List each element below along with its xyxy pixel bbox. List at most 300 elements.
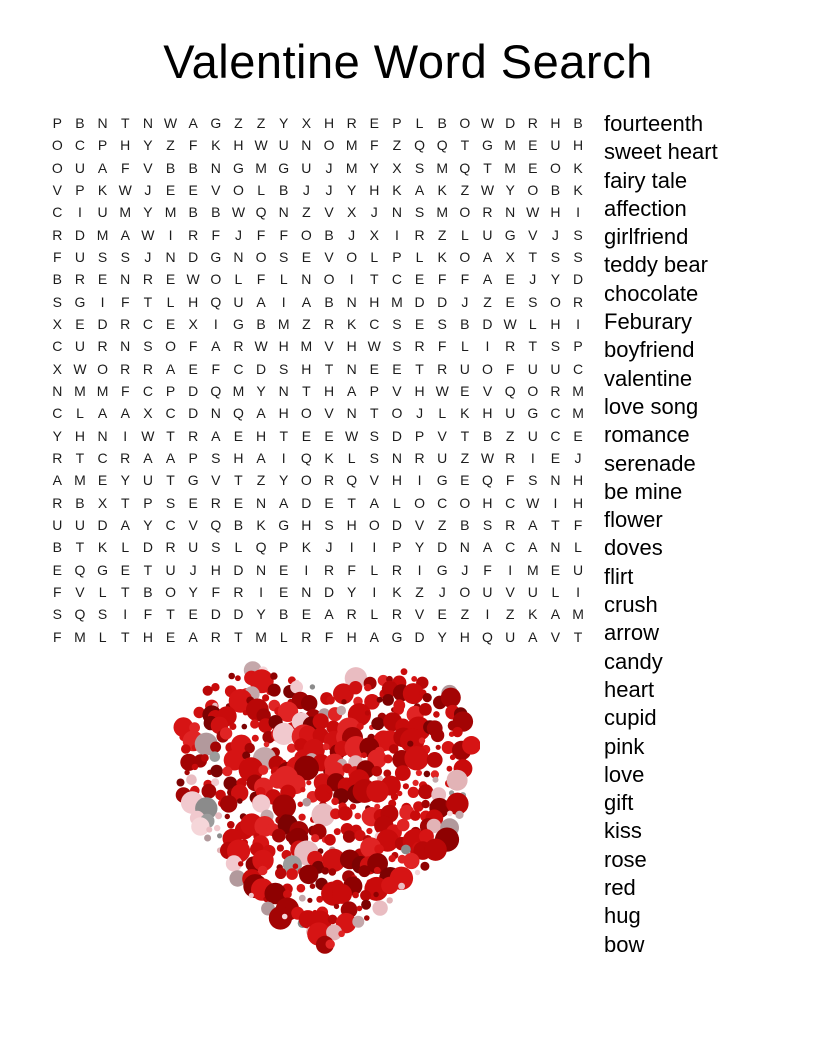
- word-list-item: hug: [604, 903, 641, 929]
- heart-dot: [275, 868, 286, 879]
- grid-letter: H: [572, 472, 584, 489]
- grid-letter: I: [304, 561, 309, 578]
- grid-letter: J: [551, 226, 559, 243]
- word-list-item: fourteenth: [604, 111, 704, 136]
- word-list-item: teddy bear: [604, 252, 708, 278]
- grid-letter: Z: [256, 472, 266, 489]
- grid-letter: V: [369, 472, 379, 489]
- grid-letter: G: [527, 405, 539, 422]
- grid-letter: N: [391, 204, 402, 221]
- grid-letter: X: [143, 405, 153, 422]
- grid-letter: S: [437, 316, 447, 333]
- heart-dot: [242, 724, 248, 730]
- heart-dot: [273, 723, 295, 745]
- grid-letter: I: [123, 606, 128, 623]
- heart-dot: [352, 916, 364, 928]
- grid-letter: N: [142, 115, 153, 132]
- grid-letter: Z: [392, 137, 402, 154]
- grid-letter: Z: [437, 517, 447, 534]
- grid-letter: R: [414, 450, 425, 467]
- grid-letter: P: [143, 494, 153, 511]
- grid-letter: F: [188, 137, 198, 154]
- grid-letter: D: [414, 293, 425, 310]
- grid-letter: L: [460, 226, 469, 243]
- grid-letter: N: [278, 204, 289, 221]
- word-list-item: pink: [604, 733, 645, 759]
- grid-letter: R: [414, 338, 425, 355]
- grid-letter: B: [437, 115, 447, 132]
- grid-letter: B: [482, 427, 493, 444]
- grid-letter: S: [414, 204, 425, 221]
- grid-letter: W: [435, 383, 449, 400]
- heart-dot: [204, 835, 211, 842]
- grid-letter: F: [211, 226, 221, 243]
- grid-letter: C: [550, 405, 561, 422]
- grid-letter: T: [302, 383, 311, 400]
- grid-letter: U: [527, 584, 538, 601]
- grid-letter: W: [254, 137, 268, 154]
- grid-letter: K: [437, 249, 447, 266]
- grid-letter: R: [52, 226, 63, 243]
- grid-letter: Z: [460, 182, 470, 199]
- heart-dot: [258, 765, 268, 775]
- word-list-item: be mine: [604, 478, 683, 504]
- grid-letter: Q: [459, 159, 471, 176]
- heart-dot: [372, 766, 383, 777]
- heart-dot: [432, 686, 437, 691]
- grid-letter: D: [142, 539, 153, 556]
- grid-letter: H: [414, 383, 425, 400]
- grid-letter: W: [141, 226, 155, 243]
- grid-letter: D: [233, 606, 244, 623]
- grid-letter: Z: [460, 606, 470, 623]
- grid-letter: Y: [279, 472, 289, 489]
- grid-letter: L: [121, 539, 130, 556]
- grid-letter: C: [74, 137, 86, 154]
- grid-letter: H: [323, 115, 335, 132]
- heart-dot: [391, 793, 398, 800]
- word-list-item: candy: [604, 648, 663, 674]
- grid-letter: J: [144, 249, 152, 266]
- grid-letter: B: [279, 182, 289, 199]
- heart-dot: [220, 795, 237, 812]
- grid-letter: E: [301, 606, 312, 623]
- grid-letter: K: [437, 182, 447, 199]
- heart-dot: [329, 868, 337, 876]
- grid-letter: Q: [346, 472, 358, 489]
- grid-letter: T: [143, 561, 153, 578]
- heart-dot: [411, 676, 417, 682]
- grid-letter: W: [231, 204, 246, 221]
- grid-letter: Y: [256, 606, 266, 623]
- grid-letter: X: [52, 360, 62, 377]
- grid-letter: A: [120, 405, 130, 422]
- grid-letter: A: [256, 450, 266, 467]
- grid-letter: Z: [166, 137, 175, 154]
- grid-letter: T: [234, 472, 243, 489]
- grid-letter: G: [74, 293, 86, 310]
- heart-dot: [270, 672, 277, 679]
- word-list-item: red: [604, 875, 636, 901]
- grid-letter: E: [233, 494, 244, 511]
- grid-letter: U: [482, 584, 493, 601]
- grid-letter: C: [505, 539, 516, 556]
- grid-letter: E: [550, 450, 561, 467]
- grid-letter: D: [256, 360, 267, 377]
- grid-letter: P: [279, 539, 289, 556]
- grid-letter: B: [52, 539, 62, 556]
- grid-letter: O: [300, 226, 312, 243]
- grid-letter: M: [391, 293, 403, 310]
- grid-letter: M: [504, 159, 516, 176]
- grid-letter: W: [186, 271, 200, 288]
- grid-letter: F: [347, 561, 356, 578]
- heart-dot: [410, 810, 421, 821]
- grid-letter: U: [74, 159, 86, 176]
- grid-letter: U: [459, 360, 470, 377]
- grid-letter: S: [97, 606, 108, 623]
- grid-letter: H: [256, 427, 267, 444]
- grid-letter: H: [346, 628, 357, 645]
- grid-letter: Y: [505, 182, 515, 199]
- grid-letter: F: [120, 383, 130, 400]
- heart-dot: [331, 798, 339, 806]
- grid-letter: R: [165, 539, 176, 556]
- grid-letter: M: [300, 338, 313, 355]
- grid-letter: L: [393, 494, 401, 511]
- heart-dot: [343, 830, 355, 842]
- grid-letter: F: [256, 226, 266, 243]
- grid-letter: B: [573, 115, 583, 132]
- heart-dot: [373, 892, 378, 897]
- grid-letter: V: [482, 383, 493, 400]
- grid-letter: D: [323, 584, 335, 601]
- heart-dots-image: [170, 653, 480, 968]
- grid-letter: R: [505, 338, 516, 355]
- heart-dot: [311, 834, 319, 842]
- grid-letter: P: [75, 182, 85, 199]
- grid-letter: F: [573, 517, 583, 534]
- grid-letter: W: [118, 182, 132, 199]
- grid-letter: A: [256, 293, 266, 310]
- grid-letter: Z: [415, 584, 424, 601]
- grid-letter: W: [254, 338, 268, 355]
- grid-letter: H: [301, 517, 312, 534]
- heart-dot: [299, 865, 318, 884]
- grid-letter: I: [576, 204, 580, 221]
- grid-letter: X: [346, 204, 357, 221]
- grid-letter: M: [572, 383, 584, 400]
- word-list-item: rose: [604, 846, 647, 872]
- grid-letter: N: [346, 405, 357, 422]
- grid-letter: A: [52, 472, 62, 489]
- grid-letter: N: [278, 383, 289, 400]
- grid-letter: T: [347, 494, 356, 511]
- grid-letter: O: [549, 293, 561, 310]
- heart-dot: [215, 812, 222, 819]
- grid-letter: Y: [143, 517, 153, 534]
- grid-letter: H: [572, 494, 584, 511]
- grid-letter: I: [417, 472, 422, 489]
- grid-letter: E: [233, 427, 244, 444]
- grid-letter: L: [551, 584, 560, 601]
- grid-letter: G: [210, 115, 222, 132]
- grid-letter: S: [550, 249, 561, 266]
- heart-dot: [389, 855, 396, 862]
- grid-letter: R: [120, 450, 131, 467]
- grid-letter: C: [369, 316, 380, 333]
- grid-letter: J: [325, 539, 333, 556]
- grid-letter: C: [52, 204, 63, 221]
- grid-letter: G: [436, 472, 448, 489]
- grid-letter: V: [211, 182, 221, 199]
- heart-dot: [424, 839, 446, 861]
- grid-letter: T: [234, 628, 243, 645]
- grid-letter: O: [527, 182, 539, 199]
- heart-dot: [452, 727, 462, 737]
- grid-letter: H: [572, 137, 584, 154]
- grid-letter: H: [346, 338, 357, 355]
- grid-letter: B: [52, 271, 62, 288]
- heart-dot: [338, 931, 345, 938]
- grid-letter: E: [52, 561, 62, 578]
- grid-letter: Z: [256, 115, 266, 132]
- grid-letter: R: [437, 360, 448, 377]
- grid-letter: C: [165, 517, 176, 534]
- grid-letter: O: [459, 204, 471, 221]
- grid-letter: Y: [369, 159, 379, 176]
- grid-letter: A: [211, 338, 221, 355]
- grid-letter: N: [505, 204, 516, 221]
- grid-letter: P: [369, 383, 379, 400]
- grid-letter: V: [324, 405, 334, 422]
- grid-letter: J: [416, 405, 424, 422]
- grid-letter: Q: [482, 472, 493, 489]
- grid-letter: S: [528, 293, 538, 310]
- grid-letter: M: [96, 226, 109, 243]
- grid-letter: Q: [74, 606, 86, 623]
- heart-dot: [338, 806, 353, 821]
- grid-letter: I: [100, 293, 105, 310]
- grid-letter: H: [346, 517, 357, 534]
- grid-letter: E: [414, 316, 425, 333]
- grid-letter: S: [528, 472, 538, 489]
- grid-letter: C: [550, 427, 561, 444]
- heart-dot: [229, 723, 236, 730]
- grid-letter: G: [97, 561, 109, 578]
- grid-letter: B: [75, 115, 85, 132]
- grid-letter: E: [97, 472, 108, 489]
- grid-letter: E: [165, 271, 176, 288]
- grid-letter: K: [211, 137, 221, 154]
- grid-letter: E: [301, 249, 312, 266]
- grid-letter: L: [347, 450, 356, 467]
- grid-letter: V: [414, 517, 425, 534]
- grid-letter: T: [143, 293, 153, 310]
- grid-letter: I: [281, 450, 286, 467]
- grid-letter: Q: [210, 517, 222, 534]
- grid-letter: O: [233, 182, 244, 199]
- grid-letter: C: [142, 383, 153, 400]
- heart-dot: [403, 783, 409, 789]
- grid-letter: T: [324, 360, 334, 377]
- grid-letter: U: [572, 561, 584, 578]
- grid-letter: A: [482, 249, 493, 266]
- heart-dot: [217, 833, 222, 838]
- grid-letter: O: [368, 517, 380, 534]
- grid-letter: S: [324, 517, 334, 534]
- grid-letter: U: [74, 249, 86, 266]
- heart-dot: [360, 890, 371, 901]
- heart-dot: [250, 719, 259, 728]
- heart-dot: [455, 811, 463, 819]
- grid-letter: O: [51, 159, 63, 176]
- grid-letter: U: [278, 137, 289, 154]
- grid-letter: H: [323, 383, 335, 400]
- heart-dot: [222, 766, 232, 776]
- grid-letter: W: [480, 450, 495, 467]
- page-title: Valentine Word Search: [163, 35, 653, 88]
- heart-dot: [462, 736, 480, 755]
- grid-letter: N: [346, 293, 357, 310]
- heart-dot: [416, 770, 422, 776]
- grid-letter: K: [301, 539, 312, 556]
- grid-letter: F: [483, 561, 492, 578]
- grid-letter: U: [482, 226, 493, 243]
- grid-letter: L: [234, 271, 243, 288]
- grid-letter: R: [74, 271, 86, 288]
- grid-letter: H: [278, 405, 289, 422]
- grid-letter: H: [369, 182, 380, 199]
- word-list-item: sweet heart: [604, 139, 718, 165]
- grid-letter: R: [97, 338, 108, 355]
- grid-letter: R: [346, 606, 357, 623]
- grid-letter: V: [392, 383, 402, 400]
- grid-letter: N: [256, 561, 267, 578]
- heart-dot: [447, 811, 453, 817]
- grid-letter: O: [459, 494, 471, 511]
- grid-letter: D: [188, 405, 199, 422]
- grid-letter: N: [459, 539, 470, 556]
- grid-letter: R: [572, 293, 584, 310]
- grid-letter: R: [210, 494, 221, 511]
- grid-letter: J: [144, 182, 152, 199]
- grid-letter: R: [301, 628, 312, 645]
- heart-dot: [424, 771, 431, 778]
- grid-letter: D: [233, 561, 244, 578]
- heart-dot: [381, 877, 398, 894]
- grid-letter: T: [370, 271, 379, 288]
- grid-letter: E: [550, 561, 561, 578]
- grid-letter: X: [369, 226, 379, 243]
- grid-letter: Q: [255, 539, 267, 556]
- word-list-item: gift: [604, 790, 634, 816]
- heart-dot: [272, 829, 286, 843]
- grid-letter: N: [391, 450, 402, 467]
- word-list-item: love song: [604, 393, 699, 419]
- grid-letter: B: [550, 182, 561, 199]
- grid-letter: Z: [437, 226, 447, 243]
- grid-letter: S: [369, 427, 379, 444]
- grid-letter: Z: [505, 427, 515, 444]
- grid-letter: B: [233, 517, 244, 534]
- heart-dot: [403, 853, 419, 869]
- grid-letter: F: [53, 628, 62, 645]
- grid-letter: A: [369, 628, 379, 645]
- word-list-item: romance: [604, 422, 690, 448]
- grid-letter: N: [120, 338, 131, 355]
- heart-dot: [181, 744, 191, 754]
- grid-letter: J: [438, 584, 446, 601]
- heart-dot: [341, 699, 346, 704]
- grid-letter: A: [346, 383, 357, 400]
- grid-letter: Y: [550, 271, 561, 288]
- heart-dot: [268, 684, 281, 697]
- grid-letter: R: [52, 450, 63, 467]
- grid-letter: P: [414, 427, 425, 444]
- grid-letter: N: [210, 159, 221, 176]
- grid-letter: E: [324, 494, 334, 511]
- grid-letter: O: [346, 249, 358, 266]
- grid-letter: R: [188, 226, 199, 243]
- heart-dot: [431, 729, 444, 742]
- grid-letter: G: [436, 561, 448, 578]
- grid-letter: I: [259, 584, 264, 601]
- grid-letter: E: [165, 316, 176, 333]
- grid-letter: I: [485, 606, 490, 623]
- grid-letter: H: [142, 628, 153, 645]
- grid-letter: R: [391, 606, 402, 623]
- heart-dot: [323, 743, 330, 750]
- grid-letter: D: [188, 383, 199, 400]
- grid-letter: L: [370, 561, 379, 578]
- grid-letter: E: [97, 271, 108, 288]
- grid-letter: O: [210, 271, 222, 288]
- grid-letter: F: [370, 137, 379, 154]
- heart-dot: [326, 940, 335, 949]
- grid-letter: P: [165, 383, 176, 400]
- grid-letter: L: [460, 338, 469, 355]
- grid-letter: T: [483, 159, 492, 176]
- grid-letter: F: [437, 338, 447, 355]
- grid-letter: U: [74, 517, 86, 534]
- grid-letter: S: [279, 249, 289, 266]
- grid-letter: Y: [52, 427, 62, 444]
- grid-letter: R: [323, 472, 335, 489]
- grid-letter: A: [120, 517, 130, 534]
- heart-dot: [249, 893, 254, 898]
- grid-letter: E: [188, 494, 198, 511]
- grid-letter: N: [97, 115, 108, 132]
- heart-dot: [202, 784, 217, 799]
- grid-letter: M: [504, 137, 516, 154]
- grid-letter: X: [301, 115, 312, 132]
- grid-letter: L: [98, 584, 107, 601]
- heart-dot: [227, 821, 235, 829]
- heart-dot: [282, 914, 288, 920]
- grid-letter: D: [210, 606, 221, 623]
- grid-letter: T: [75, 539, 85, 556]
- heart-dot: [297, 884, 306, 893]
- grid-letter: T: [166, 472, 175, 489]
- grid-letter: E: [324, 427, 334, 444]
- grid-letter: J: [348, 226, 356, 243]
- grid-letter: A: [528, 517, 538, 534]
- heart-dot: [436, 745, 441, 750]
- grid-letter: P: [573, 338, 583, 355]
- grid-letter: A: [188, 115, 198, 132]
- grid-letter: Z: [234, 115, 243, 132]
